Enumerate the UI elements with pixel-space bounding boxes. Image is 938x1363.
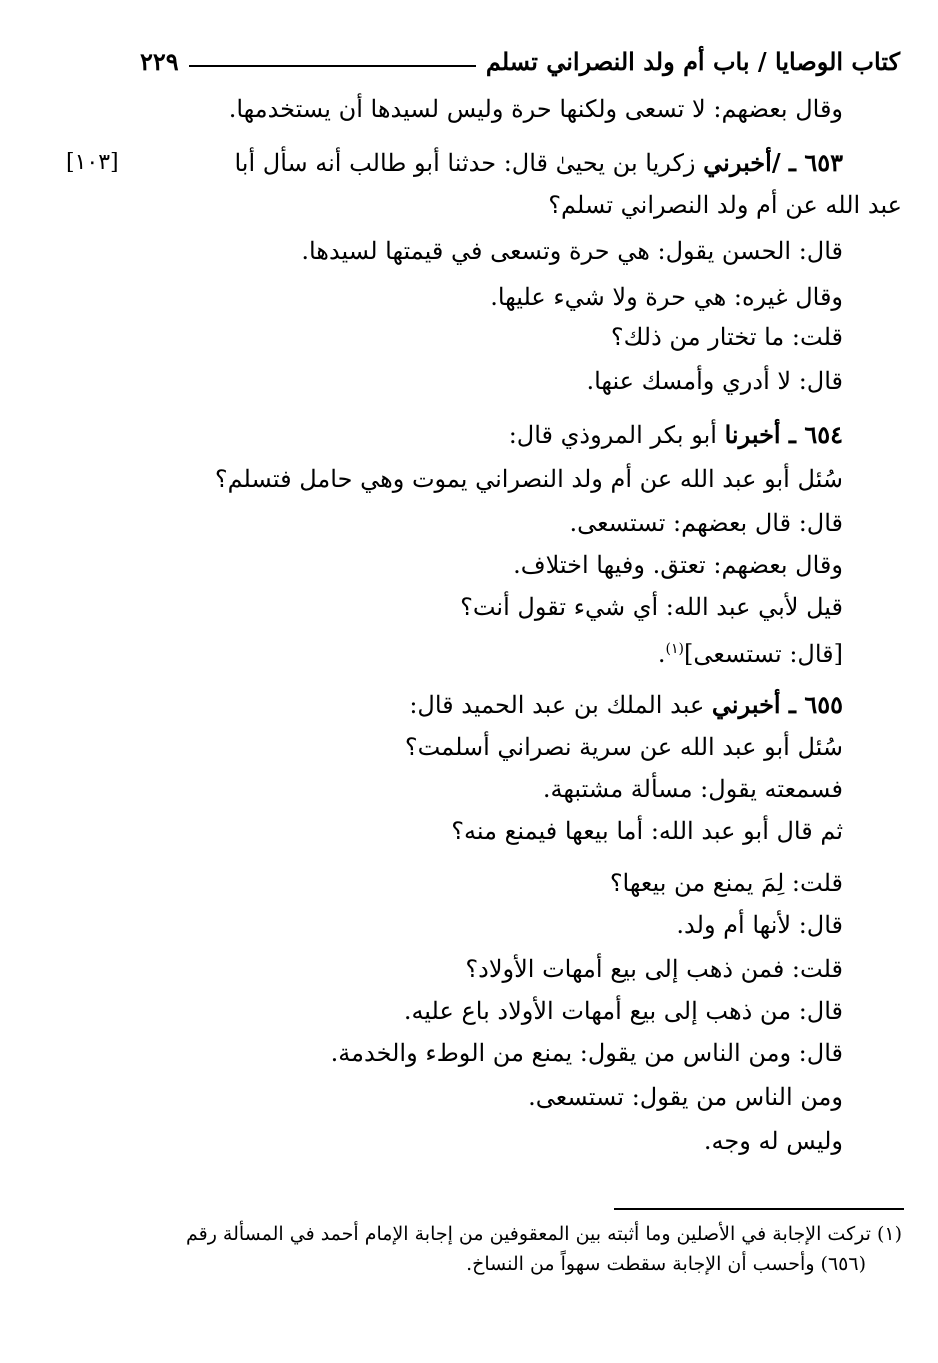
line-text: قال: لأنها أم ولد. xyxy=(676,911,843,939)
line-text: ثم قال أبو عبد الله: أما بيعها فيمنع منه؟ xyxy=(451,817,843,845)
line-text: [قال: تستسعى] xyxy=(684,640,843,668)
line-text: قال: الحسن يقول: هي حرة وتسعى في قيمتها لسيدها. xyxy=(301,237,843,265)
line-text: وقال بعضهم: لا تسعى ولكنها حرة وليس لسيدها أن يستخدمها. xyxy=(228,95,843,123)
text-line xyxy=(405,730,843,764)
text-line xyxy=(229,92,843,126)
line-text: قيل لأبي عبد الله: أي شيء تقول أنت؟ xyxy=(460,593,843,621)
text-line xyxy=(215,462,843,496)
text-line xyxy=(409,688,843,722)
line-text: ومن الناس من يقول: تستسعى. xyxy=(528,1083,843,1111)
entry-heading: ٦٥٥ ـ أخبرني xyxy=(711,690,843,719)
line-text: عبد الله عن أم ولد النصراني تسلم؟ xyxy=(548,191,902,219)
text-line xyxy=(331,1036,843,1070)
text-line xyxy=(451,814,843,848)
line-text: عبد الملك بن عبد الحميد قال: xyxy=(409,691,712,719)
text-line xyxy=(586,364,843,398)
line-text: وقال غيره: هي حرة ولا شيء عليها. xyxy=(490,283,843,311)
line-text: سُئل أبو عبد الله عن سرية نصراني أسلمت؟ xyxy=(404,733,843,761)
text-line xyxy=(513,548,843,582)
text-line xyxy=(569,506,843,540)
margin-page-marker: [١٠٣] xyxy=(66,150,119,175)
text-line xyxy=(460,590,843,624)
text-line xyxy=(528,1080,843,1114)
text-line xyxy=(548,188,902,222)
text-line xyxy=(234,146,843,180)
text-line xyxy=(676,908,843,942)
line-text: وقال بعضهم: تعتق. وفيها اختلاف. xyxy=(513,551,843,579)
footnote-line: (١) تركت الإجابة في الأصلين وما أثبته بين المعقوفين من إجابة الإمام أحمد في المسألة رقم xyxy=(185,1223,902,1245)
line-text: قلت: لِمَ يمنع من بيعها؟ xyxy=(609,869,843,897)
text-line xyxy=(490,280,843,314)
line-text: قال: ومن الناس من يقول: يمنع من الوطء والخدمة. xyxy=(330,1039,843,1067)
header-rule xyxy=(189,65,476,67)
line-text: زكريا بن يحيىٰ قال: حدثنا أبو طالب أنه سأل أبا xyxy=(234,149,704,177)
line-text: قال: من ذهب إلى بيع أمهات الأولاد باع عليه. xyxy=(403,997,843,1025)
line-text: قلت: ما تختار من ذلك؟ xyxy=(610,323,843,351)
line-text: وليس له وجه. xyxy=(703,1127,843,1155)
text-line xyxy=(658,632,843,671)
chapter-title: كتاب الوصايا / باب أم ولد النصراني تسلم xyxy=(485,47,900,76)
running-header xyxy=(140,36,900,76)
footnote-ref[interactable]: (١) xyxy=(665,641,684,657)
text-line xyxy=(611,320,843,354)
text-line xyxy=(509,418,843,452)
page-number: ٢٢٩ xyxy=(140,47,179,76)
line-text: سُئل أبو عبد الله عن أم ولد النصراني يموت وهي حامل فتسلم؟ xyxy=(214,465,843,493)
text-line xyxy=(404,994,843,1028)
line-text: . xyxy=(657,640,666,668)
line-text: فسمعته يقول: مسألة مشتبهة. xyxy=(542,775,843,803)
footnote-separator xyxy=(614,1208,904,1210)
line-text: أبو بكر المروذي قال: xyxy=(508,421,725,449)
line-text: قال: قال بعضهم: تستسعى. xyxy=(569,509,843,537)
text-line xyxy=(610,866,843,900)
text-line xyxy=(704,1124,843,1158)
line-text: قال: لا أدري وأمسك عنها. xyxy=(586,367,843,395)
text-line xyxy=(465,952,843,986)
line-text: قلت: فمن ذهب إلى بيع أمهات الأولاد؟ xyxy=(465,955,843,983)
text-line xyxy=(301,234,843,268)
entry-heading: ٦٥٣ ـ /أخبرني xyxy=(703,148,843,177)
entry-heading: ٦٥٤ ـ أخبرنا xyxy=(724,420,843,449)
footnote-line: (٦٥٦) وأحسب أن الإجابة سقطت سهواً من النساخ. xyxy=(466,1253,866,1275)
text-line xyxy=(543,772,843,806)
